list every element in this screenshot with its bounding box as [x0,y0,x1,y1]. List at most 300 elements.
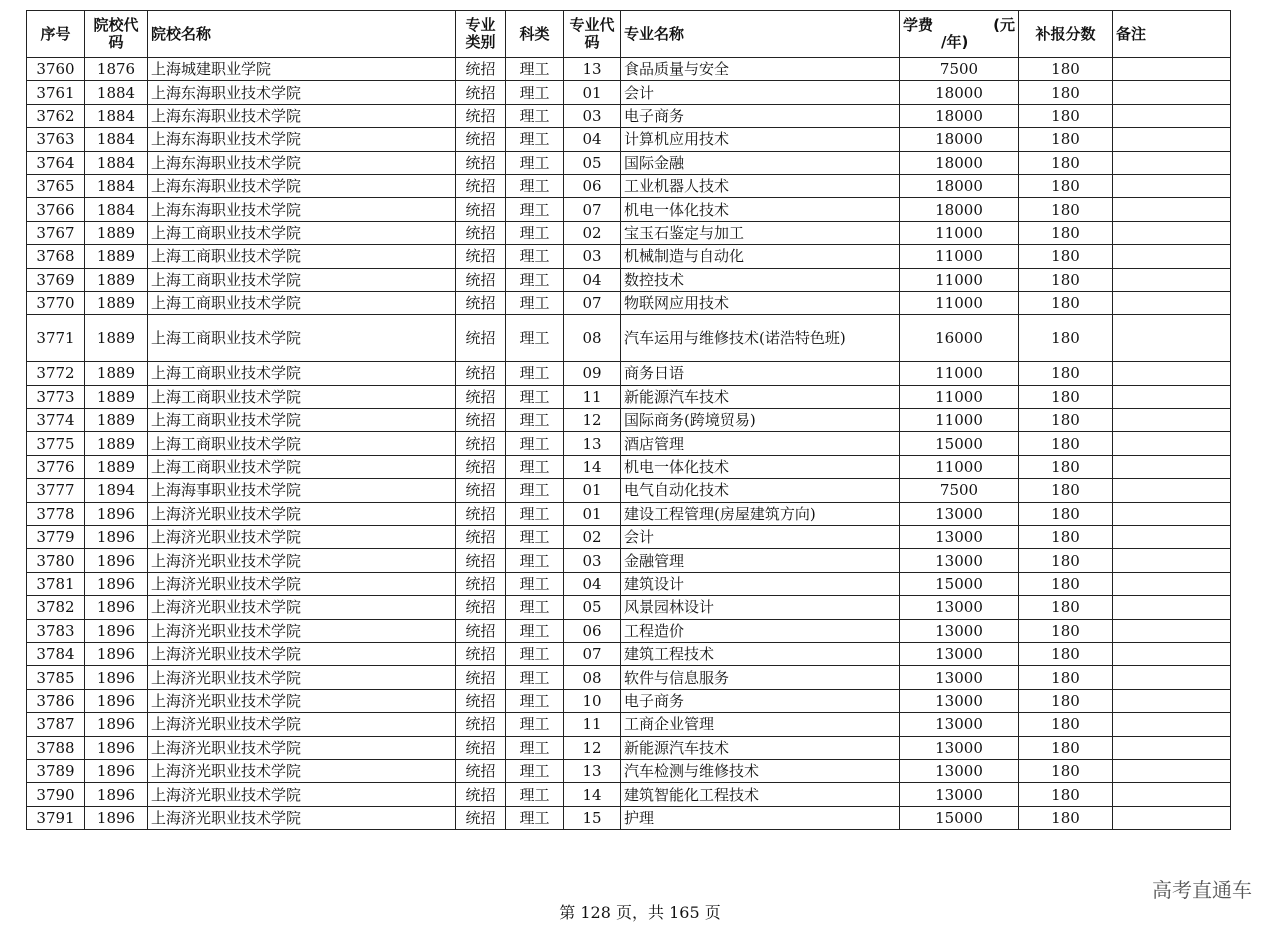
cell-subject: 理工 [506,455,564,478]
cell-remark [1113,806,1231,829]
cell-remark [1113,596,1231,619]
cell-major-type: 统招 [456,736,506,759]
cell-fee: 11000 [900,221,1019,244]
cell-major-type: 统招 [456,268,506,291]
cell-subject: 理工 [506,268,564,291]
cell-school-code: 1894 [85,479,148,502]
cell-remark [1113,58,1231,81]
cell-score: 180 [1019,619,1113,642]
cell-major-type: 统招 [456,759,506,782]
cell-major-code: 07 [564,642,621,665]
cell-school-code: 1896 [85,783,148,806]
cell-subject: 理工 [506,806,564,829]
cell-fee: 7500 [900,58,1019,81]
cell-score: 180 [1019,315,1113,362]
cell-school-name: 上海济光职业技术学院 [148,666,456,689]
cell-fee: 18000 [900,128,1019,151]
cell-subject: 理工 [506,81,564,104]
cell-seq: 3777 [27,479,85,502]
cell-school-name: 上海工商职业技术学院 [148,268,456,291]
cell-seq: 3780 [27,549,85,572]
cell-fee: 11000 [900,409,1019,432]
cell-subject: 理工 [506,362,564,385]
cell-school-name: 上海济光职业技术学院 [148,783,456,806]
cell-major-name: 汽车检测与维修技术 [621,759,900,782]
cell-fee: 15000 [900,432,1019,455]
cell-major-name: 计算机应用技术 [621,128,900,151]
cell-major-name: 会计 [621,81,900,104]
cell-seq: 3774 [27,409,85,432]
cell-school-code: 1889 [85,245,148,268]
header-major-type: 专业类别 [456,11,506,58]
cell-major-name: 金融管理 [621,549,900,572]
cell-seq: 3775 [27,432,85,455]
table-row [27,385,1231,408]
cell-school-name: 上海工商职业技术学院 [148,221,456,244]
cell-subject: 理工 [506,596,564,619]
cell-school-code: 1889 [85,385,148,408]
cell-school-code: 1889 [85,291,148,314]
cell-major-name: 汽车运用与维修技术(诺浩特色班) [621,315,900,362]
table-row [27,759,1231,782]
cell-major-code: 04 [564,128,621,151]
cell-major-code: 05 [564,596,621,619]
cell-major-code: 08 [564,666,621,689]
cell-remark [1113,385,1231,408]
cell-major-code: 11 [564,385,621,408]
cell-fee: 11000 [900,245,1019,268]
cell-major-type: 统招 [456,385,506,408]
cell-remark [1113,268,1231,291]
cell-seq: 3789 [27,759,85,782]
cell-fee: 18000 [900,81,1019,104]
cell-subject: 理工 [506,385,564,408]
cell-fee: 13000 [900,596,1019,619]
cell-fee: 13000 [900,502,1019,525]
cell-seq: 3763 [27,128,85,151]
page-number: 第 128 页，共 165 页 [559,903,721,922]
cell-major-type: 统招 [456,104,506,127]
header-major-name: 专业名称 [621,11,900,58]
cell-seq: 3770 [27,291,85,314]
cell-major-code: 13 [564,432,621,455]
table-row [27,479,1231,502]
table-row [27,572,1231,595]
cell-school-name: 上海工商职业技术学院 [148,432,456,455]
cell-subject: 理工 [506,198,564,221]
cell-major-type: 统招 [456,198,506,221]
cell-score: 180 [1019,409,1113,432]
cell-school-code: 1896 [85,526,148,549]
cell-major-code: 13 [564,58,621,81]
cell-fee: 11000 [900,291,1019,314]
cell-score: 180 [1019,268,1113,291]
cell-remark [1113,128,1231,151]
cell-seq: 3782 [27,596,85,619]
cell-major-code: 03 [564,104,621,127]
cell-remark [1113,736,1231,759]
cell-school-name: 上海济光职业技术学院 [148,759,456,782]
cell-major-type: 统招 [456,291,506,314]
cell-subject: 理工 [506,479,564,502]
cell-school-code: 1896 [85,666,148,689]
cell-school-code: 1896 [85,689,148,712]
cell-seq: 3787 [27,713,85,736]
cell-school-code: 1896 [85,642,148,665]
cell-school-name: 上海济光职业技术学院 [148,596,456,619]
cell-seq: 3776 [27,455,85,478]
cell-major-code: 14 [564,455,621,478]
cell-remark [1113,455,1231,478]
cell-fee: 11000 [900,362,1019,385]
cell-remark [1113,432,1231,455]
cell-major-name: 宝玉石鉴定与加工 [621,221,900,244]
table-row [27,362,1231,385]
cell-school-name: 上海济光职业技术学院 [148,572,456,595]
cell-fee: 13000 [900,642,1019,665]
header-row [27,11,1231,58]
cell-major-name: 会计 [621,526,900,549]
header-fee [900,11,1019,58]
cell-subject: 理工 [506,58,564,81]
header-remark: 备注 [1113,11,1231,58]
header-seq: 序号 [27,11,85,58]
table-row [27,315,1231,362]
cell-score: 180 [1019,502,1113,525]
cell-major-name: 工程造价 [621,619,900,642]
cell-fee: 13000 [900,619,1019,642]
cell-remark [1113,104,1231,127]
table-row [27,642,1231,665]
cell-major-code: 14 [564,783,621,806]
cell-school-code: 1889 [85,315,148,362]
cell-score: 180 [1019,572,1113,595]
cell-school-name: 上海东海职业技术学院 [148,128,456,151]
table-row [27,174,1231,197]
cell-seq: 3790 [27,783,85,806]
cell-major-code: 01 [564,502,621,525]
cell-major-code: 10 [564,689,621,712]
cell-remark [1113,245,1231,268]
cell-subject: 理工 [506,713,564,736]
cell-school-code: 1889 [85,221,148,244]
cell-fee: 18000 [900,174,1019,197]
cell-major-type: 统招 [456,526,506,549]
cell-school-name: 上海济光职业技术学院 [148,526,456,549]
cell-major-name: 软件与信息服务 [621,666,900,689]
cell-score: 180 [1019,151,1113,174]
header-fee-label: 学费 [903,16,934,34]
cell-major-code: 11 [564,713,621,736]
admission-table [26,10,1231,830]
cell-school-name: 上海工商职业技术学院 [148,455,456,478]
cell-major-type: 统招 [456,549,506,572]
table-row [27,736,1231,759]
cell-remark [1113,198,1231,221]
cell-major-type: 统招 [456,58,506,81]
table-row [27,502,1231,525]
cell-subject: 理工 [506,526,564,549]
cell-score: 180 [1019,455,1113,478]
cell-subject: 理工 [506,174,564,197]
cell-fee: 13000 [900,759,1019,782]
cell-score: 180 [1019,198,1113,221]
cell-major-code: 04 [564,572,621,595]
table-row [27,291,1231,314]
table-row [27,432,1231,455]
cell-score: 180 [1019,174,1113,197]
cell-fee: 11000 [900,385,1019,408]
cell-school-name: 上海济光职业技术学院 [148,502,456,525]
cell-major-name: 国际金融 [621,151,900,174]
cell-major-type: 统招 [456,245,506,268]
cell-fee: 15000 [900,572,1019,595]
cell-subject: 理工 [506,409,564,432]
header-fee-unit-open: (元 [993,16,1015,34]
cell-school-name: 上海海事职业技术学院 [148,479,456,502]
cell-school-name: 上海济光职业技术学院 [148,736,456,759]
cell-major-code: 02 [564,221,621,244]
cell-remark [1113,713,1231,736]
header-major-code: 专业代码 [564,11,621,58]
table-row [27,151,1231,174]
cell-seq: 3791 [27,806,85,829]
cell-school-name: 上海东海职业技术学院 [148,198,456,221]
cell-seq: 3781 [27,572,85,595]
watermark-text: 高考直通车 [1152,878,1252,902]
cell-school-code: 1884 [85,128,148,151]
cell-school-name: 上海城建职业学院 [148,58,456,81]
cell-score: 180 [1019,713,1113,736]
cell-seq: 3760 [27,58,85,81]
cell-major-code: 07 [564,291,621,314]
header-score: 补报分数 [1019,11,1113,58]
cell-fee: 13000 [900,713,1019,736]
cell-score: 180 [1019,81,1113,104]
cell-major-type: 统招 [456,479,506,502]
cell-score: 180 [1019,291,1113,314]
cell-school-name: 上海济光职业技术学院 [148,549,456,572]
cell-subject: 理工 [506,689,564,712]
cell-major-type: 统招 [456,455,506,478]
cell-school-code: 1889 [85,268,148,291]
cell-seq: 3771 [27,315,85,362]
table-row [27,198,1231,221]
cell-school-name: 上海工商职业技术学院 [148,245,456,268]
cell-seq: 3772 [27,362,85,385]
cell-major-type: 统招 [456,432,506,455]
cell-score: 180 [1019,666,1113,689]
cell-major-type: 统招 [456,713,506,736]
cell-fee: 15000 [900,806,1019,829]
cell-school-name: 上海济光职业技术学院 [148,619,456,642]
cell-major-name: 护理 [621,806,900,829]
table-row [27,549,1231,572]
cell-major-name: 建筑工程技术 [621,642,900,665]
cell-school-name: 上海工商职业技术学院 [148,385,456,408]
cell-seq: 3778 [27,502,85,525]
cell-major-name: 机电一体化技术 [621,455,900,478]
cell-score: 180 [1019,58,1113,81]
cell-subject: 理工 [506,151,564,174]
header-subject: 科类 [506,11,564,58]
cell-major-code: 12 [564,409,621,432]
cell-school-code: 1896 [85,806,148,829]
cell-subject: 理工 [506,736,564,759]
cell-subject: 理工 [506,291,564,314]
cell-seq: 3766 [27,198,85,221]
cell-major-type: 统招 [456,174,506,197]
cell-major-name: 电子商务 [621,104,900,127]
cell-remark [1113,362,1231,385]
cell-seq: 3784 [27,642,85,665]
cell-major-code: 06 [564,619,621,642]
cell-subject: 理工 [506,128,564,151]
cell-school-code: 1876 [85,58,148,81]
table-row [27,245,1231,268]
cell-major-name: 工业机器人技术 [621,174,900,197]
cell-major-code: 05 [564,151,621,174]
cell-score: 180 [1019,245,1113,268]
cell-remark [1113,549,1231,572]
cell-score: 180 [1019,549,1113,572]
cell-score: 180 [1019,642,1113,665]
cell-score: 180 [1019,479,1113,502]
cell-remark [1113,502,1231,525]
cell-subject: 理工 [506,572,564,595]
cell-major-type: 统招 [456,502,506,525]
table-row [27,689,1231,712]
cell-subject: 理工 [506,666,564,689]
cell-seq: 3783 [27,619,85,642]
cell-school-name: 上海东海职业技术学院 [148,81,456,104]
cell-remark [1113,291,1231,314]
cell-major-type: 统招 [456,689,506,712]
cell-seq: 3768 [27,245,85,268]
cell-fee: 18000 [900,151,1019,174]
cell-seq: 3761 [27,81,85,104]
cell-school-code: 1889 [85,362,148,385]
cell-school-name: 上海工商职业技术学院 [148,315,456,362]
cell-major-type: 统招 [456,596,506,619]
table-row [27,128,1231,151]
cell-fee: 13000 [900,666,1019,689]
cell-subject: 理工 [506,619,564,642]
cell-school-name: 上海济光职业技术学院 [148,689,456,712]
header-fee-unit-close: /年) [941,33,969,51]
table-row [27,58,1231,81]
cell-subject: 理工 [506,315,564,362]
cell-major-type: 统招 [456,221,506,244]
cell-remark [1113,174,1231,197]
cell-score: 180 [1019,806,1113,829]
cell-major-name: 风景园林设计 [621,596,900,619]
cell-school-name: 上海济光职业技术学院 [148,713,456,736]
cell-seq: 3769 [27,268,85,291]
cell-major-code: 07 [564,198,621,221]
cell-school-name: 上海工商职业技术学院 [148,409,456,432]
cell-major-code: 15 [564,806,621,829]
cell-major-name: 工商企业管理 [621,713,900,736]
cell-major-type: 统招 [456,409,506,432]
cell-school-code: 1896 [85,619,148,642]
cell-seq: 3767 [27,221,85,244]
cell-major-code: 06 [564,174,621,197]
cell-fee: 16000 [900,315,1019,362]
cell-fee: 13000 [900,689,1019,712]
cell-school-code: 1896 [85,759,148,782]
cell-major-type: 统招 [456,315,506,362]
cell-subject: 理工 [506,502,564,525]
cell-score: 180 [1019,526,1113,549]
cell-remark [1113,409,1231,432]
cell-school-name: 上海济光职业技术学院 [148,806,456,829]
cell-subject: 理工 [506,642,564,665]
cell-major-type: 统招 [456,806,506,829]
cell-school-name: 上海东海职业技术学院 [148,104,456,127]
table-row [27,619,1231,642]
cell-school-code: 1884 [85,104,148,127]
cell-major-type: 统招 [456,151,506,174]
cell-major-type: 统招 [456,619,506,642]
cell-score: 180 [1019,385,1113,408]
cell-fee: 13000 [900,783,1019,806]
table-row [27,783,1231,806]
cell-remark [1113,783,1231,806]
table-row [27,526,1231,549]
cell-school-code: 1896 [85,596,148,619]
table-row [27,268,1231,291]
cell-seq: 3788 [27,736,85,759]
cell-school-name: 上海东海职业技术学院 [148,151,456,174]
table-row [27,713,1231,736]
cell-school-name: 上海东海职业技术学院 [148,174,456,197]
cell-subject: 理工 [506,549,564,572]
cell-remark [1113,479,1231,502]
cell-major-name: 建筑设计 [621,572,900,595]
cell-major-code: 01 [564,479,621,502]
cell-score: 180 [1019,104,1113,127]
cell-fee: 11000 [900,455,1019,478]
cell-major-code: 12 [564,736,621,759]
cell-major-name: 新能源汽车技术 [621,385,900,408]
cell-remark [1113,221,1231,244]
cell-major-name: 机械制造与自动化 [621,245,900,268]
cell-remark [1113,315,1231,362]
cell-fee: 13000 [900,736,1019,759]
cell-seq: 3764 [27,151,85,174]
cell-school-code: 1896 [85,549,148,572]
cell-major-type: 统招 [456,666,506,689]
cell-seq: 3765 [27,174,85,197]
table-row [27,806,1231,829]
header-school-code: 院校代码 [85,11,148,58]
table-row [27,596,1231,619]
cell-seq: 3779 [27,526,85,549]
cell-major-code: 03 [564,245,621,268]
cell-remark [1113,642,1231,665]
table-row [27,455,1231,478]
cell-major-code: 02 [564,526,621,549]
cell-school-code: 1889 [85,409,148,432]
cell-score: 180 [1019,362,1113,385]
cell-major-name: 国际商务(跨境贸易) [621,409,900,432]
cell-score: 180 [1019,596,1113,619]
cell-major-name: 电子商务 [621,689,900,712]
cell-major-name: 电气自动化技术 [621,479,900,502]
cell-major-code: 13 [564,759,621,782]
cell-remark [1113,666,1231,689]
